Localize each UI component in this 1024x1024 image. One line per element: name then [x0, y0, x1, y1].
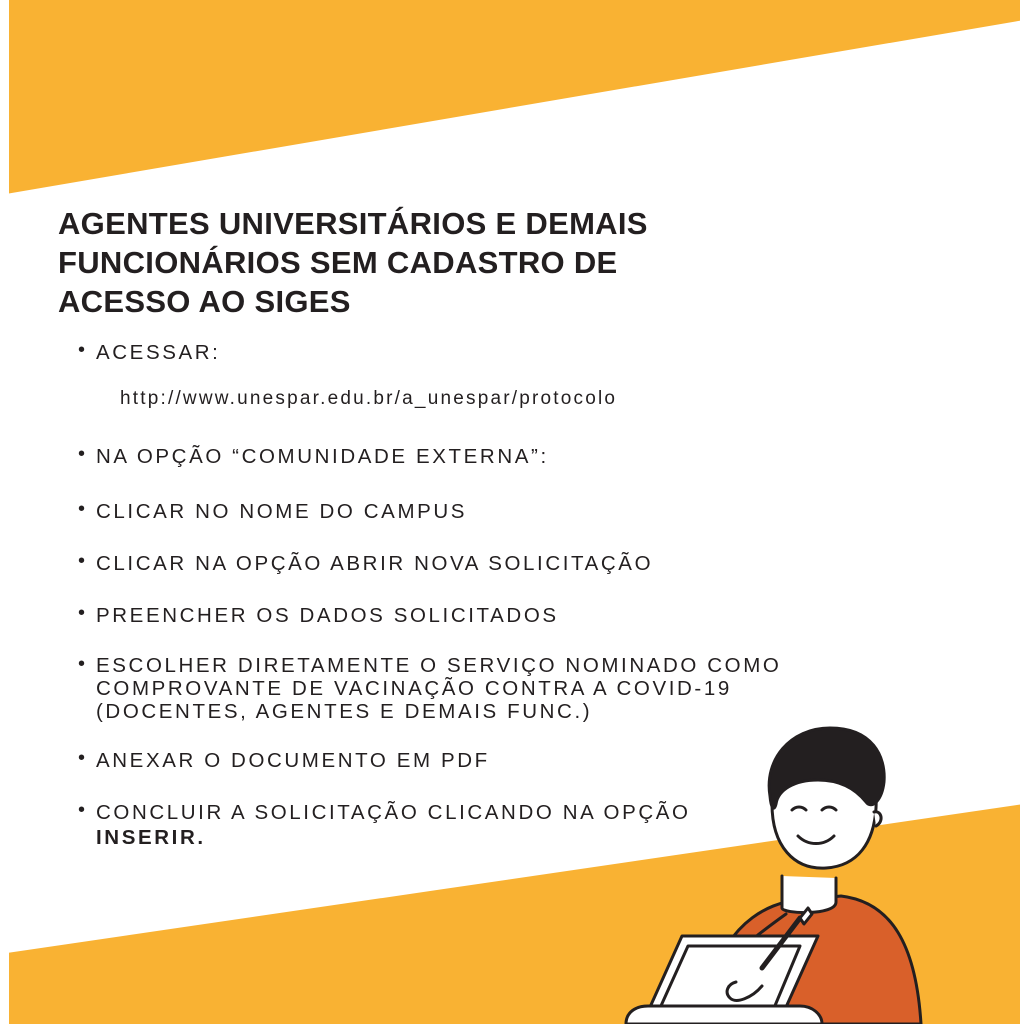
list-item-label-line2: COMPROVANTE DE VACINAÇÃO CONTRA A COVID-19	[96, 677, 732, 701]
protocolo-url: http://www.unespar.edu.br/a_unespar/protocolo	[120, 388, 618, 409]
list-item-label: NA OPÇÃO “COMUNIDADE EXTERNA”:	[96, 445, 549, 469]
right-white-edge	[1020, 0, 1024, 1024]
list-item-label: CONCLUIR A SOLICITAÇÃO CLICANDO NA OPÇÃO	[96, 801, 691, 825]
person-writing-on-tablet-illustration	[586, 664, 1016, 1024]
list-item-label-emphasis: INSERIR.	[96, 826, 206, 850]
list-item-label: ACESSAR:	[96, 341, 221, 364]
list-item-label: CLICAR NO NOME DO CAMPUS	[96, 500, 468, 524]
left-white-edge	[0, 0, 9, 1024]
list-item-label: PREENCHER OS DADOS SOLICITADOS	[96, 604, 559, 628]
list-item-clicar-campus	[78, 499, 908, 524]
list-item-label-line3: (DOCENTES, AGENTES E DEMAIS FUNC.)	[96, 700, 593, 724]
list-item-preencher-dados	[78, 603, 908, 628]
list-item-label-line1: ESCOLHER DIRETAMENTE O SERVIÇO NOMINADO COMO	[96, 654, 782, 678]
list-item-label: ANEXAR O DOCUMENTO EM PDF	[96, 749, 490, 773]
list-item-label: CLICAR NA OPÇÃO ABRIR NOVA SOLICITAÇÃO	[96, 552, 654, 576]
list-item-abrir-nova-solicitacao	[78, 551, 908, 576]
page-title: AGENTES UNIVERSITÁRIOS E DEMAIS FUNCIONÁRIOS SEM CADASTRO DE ACESSO AO SIGES	[58, 206, 648, 319]
top-yellow-band	[0, 0, 1024, 200]
list-item-comunidade-externa	[78, 444, 908, 469]
list-item-acessar	[78, 340, 908, 410]
